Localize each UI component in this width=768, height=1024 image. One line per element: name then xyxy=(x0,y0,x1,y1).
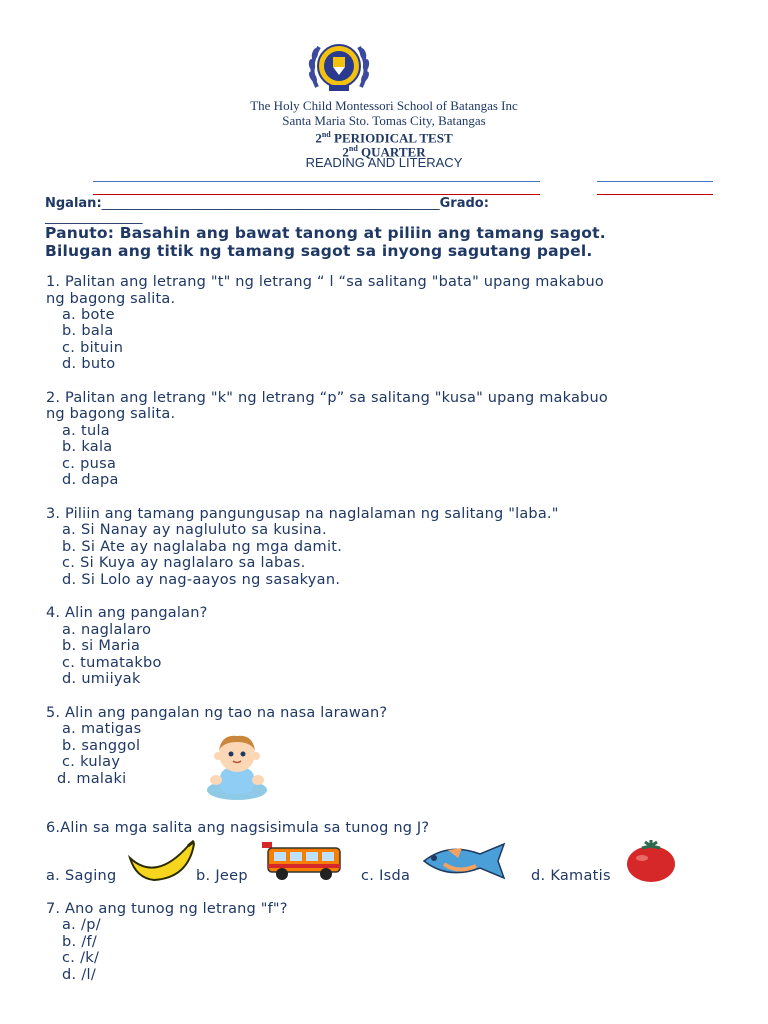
q6-option-a[interactable]: a. Saging xyxy=(46,868,117,884)
test-ordinal: nd xyxy=(321,130,331,139)
q3-option-d[interactable]: d. Si Lolo ay nag-aayos ng sasakyan. xyxy=(62,572,341,588)
school-name: The Holy Child Montessori School of Batangas Inc xyxy=(250,98,518,113)
q5-option-c[interactable]: c. kulay xyxy=(62,754,121,770)
tomato-image xyxy=(622,838,680,884)
quarter-ordinal: nd xyxy=(348,144,358,153)
question-1-text-cont: ng bagong salita. xyxy=(46,291,176,307)
test-label: PERIODICAL TEST xyxy=(330,130,453,146)
q3-option-a[interactable]: a. Si Nanay ay nagluluto sa kusina. xyxy=(62,522,327,538)
grade-field[interactable]: _______________ xyxy=(45,210,143,225)
school-seal-logo xyxy=(303,37,375,95)
q1-option-c[interactable]: c. bituin xyxy=(62,340,124,356)
q1-option-b[interactable]: b. bala xyxy=(62,323,114,339)
test-number: 2 xyxy=(315,130,322,146)
header-rule-blue-left xyxy=(93,181,540,182)
instructions-line-1: Panuto: Basahin ang bawat tanong at piliin ang tamang sagot. xyxy=(45,224,606,242)
question-4-text: 4. Alin ang pangalan? xyxy=(46,605,208,621)
q1-option-a[interactable]: a. bote xyxy=(62,307,115,323)
jeep-image xyxy=(258,838,346,884)
q4-option-c[interactable]: c. tumatakbo xyxy=(62,655,162,671)
question-2-text: 2. Palitan ang letrang "k" ng letrang “p” sa salitang "kusa" upang makabuo xyxy=(46,390,608,406)
q2-option-a[interactable]: a. tula xyxy=(62,423,110,439)
q4-option-b[interactable]: b. si Maria xyxy=(62,638,141,654)
name-grade-line xyxy=(45,196,489,211)
header-rule-red-left xyxy=(93,194,540,195)
school-address: Santa Maria Sto. Tomas City, Batangas xyxy=(282,113,486,128)
q5-option-d[interactable]: d. malaki xyxy=(57,771,127,787)
name-label: Ngalan: xyxy=(45,196,102,211)
q2-option-c[interactable]: c. pusa xyxy=(62,456,117,472)
baby-image xyxy=(192,728,282,802)
question-2-text-cont: ng bagong salita. xyxy=(46,406,176,422)
q7-option-a[interactable]: a. /p/ xyxy=(62,917,101,933)
q7-option-c[interactable]: c. /k/ xyxy=(62,950,100,966)
quarter-label: QUARTER xyxy=(357,144,426,160)
q1-option-d[interactable]: d. buto xyxy=(62,356,116,372)
q3-option-c[interactable]: c. Si Kuya ay naglalaro sa labas. xyxy=(62,555,306,571)
q5-option-b[interactable]: b. sanggol xyxy=(62,738,141,754)
q7-option-d[interactable]: d. /l/ xyxy=(62,967,97,983)
q2-option-b[interactable]: b. kala xyxy=(62,439,113,455)
q4-option-a[interactable]: a. naglalaro xyxy=(62,622,152,638)
fish-image xyxy=(418,840,510,882)
instructions-line-2: Bilugan ang titik ng tamang sagot sa inyong sagutang papel. xyxy=(45,242,593,260)
quarter-number: 2 xyxy=(342,144,349,160)
q3-option-b[interactable]: b. Si Ate ay naglalaba ng mga damit. xyxy=(62,539,343,555)
q7-option-b[interactable]: b. /f/ xyxy=(62,934,98,950)
question-1-text: 1. Palitan ang letrang "t" ng letrang “ l “sa salitang "bata" upang makabuo xyxy=(46,274,604,290)
name-field[interactable]: ____________________________________________________ xyxy=(101,196,440,211)
banana-image xyxy=(126,838,198,884)
question-6-text: 6.Alin sa mga salita ang nagsisimula sa tunog ng J? xyxy=(46,820,430,836)
q5-option-a[interactable]: a. matigas xyxy=(62,721,142,737)
question-5-text: 5. Alin ang pangalan ng tao na nasa larawan? xyxy=(46,705,388,721)
q6-option-d[interactable]: d. Kamatis xyxy=(531,868,611,884)
question-3-text: 3. Piliin ang tamang pangungusap na naglalaman ng salitang "laba." xyxy=(46,506,559,522)
q4-option-d[interactable]: d. umiiyak xyxy=(62,671,141,687)
header-rule-red-right xyxy=(597,194,713,195)
subject-title: READING AND LITERACY xyxy=(305,155,463,170)
q6-option-c[interactable]: c. Isda xyxy=(361,868,411,884)
question-7-text: 7. Ano ang tunog ng letrang "f"? xyxy=(46,901,288,917)
header-rule-blue-right xyxy=(597,181,713,182)
q6-option-b[interactable]: b. Jeep xyxy=(196,868,248,884)
q2-option-d[interactable]: d. dapa xyxy=(62,472,119,488)
grade-label: Grado: xyxy=(439,196,489,211)
